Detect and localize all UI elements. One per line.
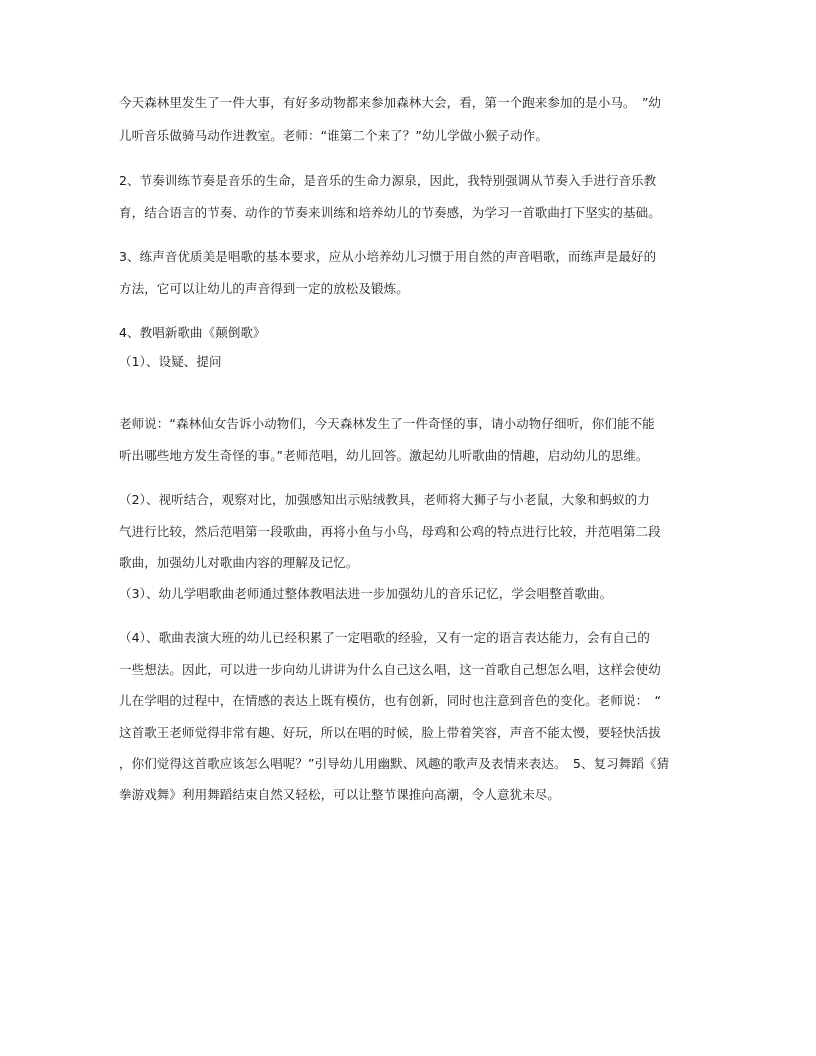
- text-line: 方法，它可以让幼儿的声音得到一定的放松及锻炼。: [119, 281, 409, 296]
- text-line: 拳游戏舞》利用舞蹈结束自然又轻松，可以让整节课推向高潮，令人意犹未尽。: [119, 787, 561, 802]
- text-line: ，你们觉得这首歌应该怎么唱呢？”引导幼儿用幽默、风趣的歌声及表情来表达。 5、复习舞蹈《猜: [119, 756, 670, 771]
- text-line: 4、教唱新歌曲《颠倒歌》: [119, 325, 266, 340]
- text-line: 气进行比较，然后范唱第一段歌曲，再将小鱼与小鸟，母鸡和公鸡的特点进行比较，并范唱第二段: [119, 524, 661, 539]
- text-line: 3、练声音优质美是唱歌的基本要求，应从小培养幼儿习惯于用自然的声音唱歌，而练声是最好的: [119, 249, 657, 264]
- text-line: 今天森林里发生了一件大事，有好多动物都来参加森林大会，看，第一个跑来参加的是小马。 ”幼: [119, 95, 662, 110]
- text-line: （1）、设疑、提问: [119, 354, 222, 369]
- text-line: 儿听音乐做骑马动作进教室。老师：“谁第二个来了？”幼儿学做小猴子动作。: [119, 128, 548, 143]
- text-line: 育，结合语言的节奏、动作的节奏来训练和培养幼儿的节奏感，为学习一首歌曲打下坚实的基础。: [119, 205, 661, 220]
- text-line: （3）、幼儿学唱歌曲老师通过整体教唱法进一步加强幼儿的音乐记忆，学会唱整首歌曲。: [119, 586, 613, 601]
- text-line: （2）、视听结合，观察对比，加强感知出示贴绒教具，老师将大狮子与小老鼠，大象和蚂蚁的力: [119, 492, 651, 507]
- text-line: 2、节奏训练节奏是音乐的生命，是音乐的生命力源泉，因此，我特别强调从节奏入手进行音乐教: [119, 173, 657, 188]
- text-line: 老师说：“森林仙女告诉小动物们，今天森林发生了一件奇怪的事，请小动物仔细听，你们能不能: [119, 416, 655, 431]
- text-line: 这首歌王老师觉得非常有趣、好玩，所以在唱的时候，脸上带着笑容，声音不能太慢，要轻快活拔: [119, 725, 661, 740]
- text-line: 儿在学唱的过程中，在情感的表达上既有模仿，也有创新，同时也注意到音色的变化。老师说： “: [119, 693, 662, 708]
- text-line: 歌曲，加强幼儿对歌曲内容的理解及记忆。: [119, 555, 359, 570]
- text-line: 听出哪些地方发生奇怪的事。”老师范唱，幼儿回答。激起幼儿听歌曲的情趣，启动幼儿的思维。: [119, 448, 649, 463]
- text-line: 一些想法。因此，可以进一步向幼儿讲讲为什么自己这么唱，这一首歌自己想怎么唱，这样会使幼: [119, 662, 661, 677]
- text-line: （4）、歌曲表演大班的幼儿已经积累了一定唱歌的经验，又有一定的语言表达能力，会有自己的: [119, 630, 651, 645]
